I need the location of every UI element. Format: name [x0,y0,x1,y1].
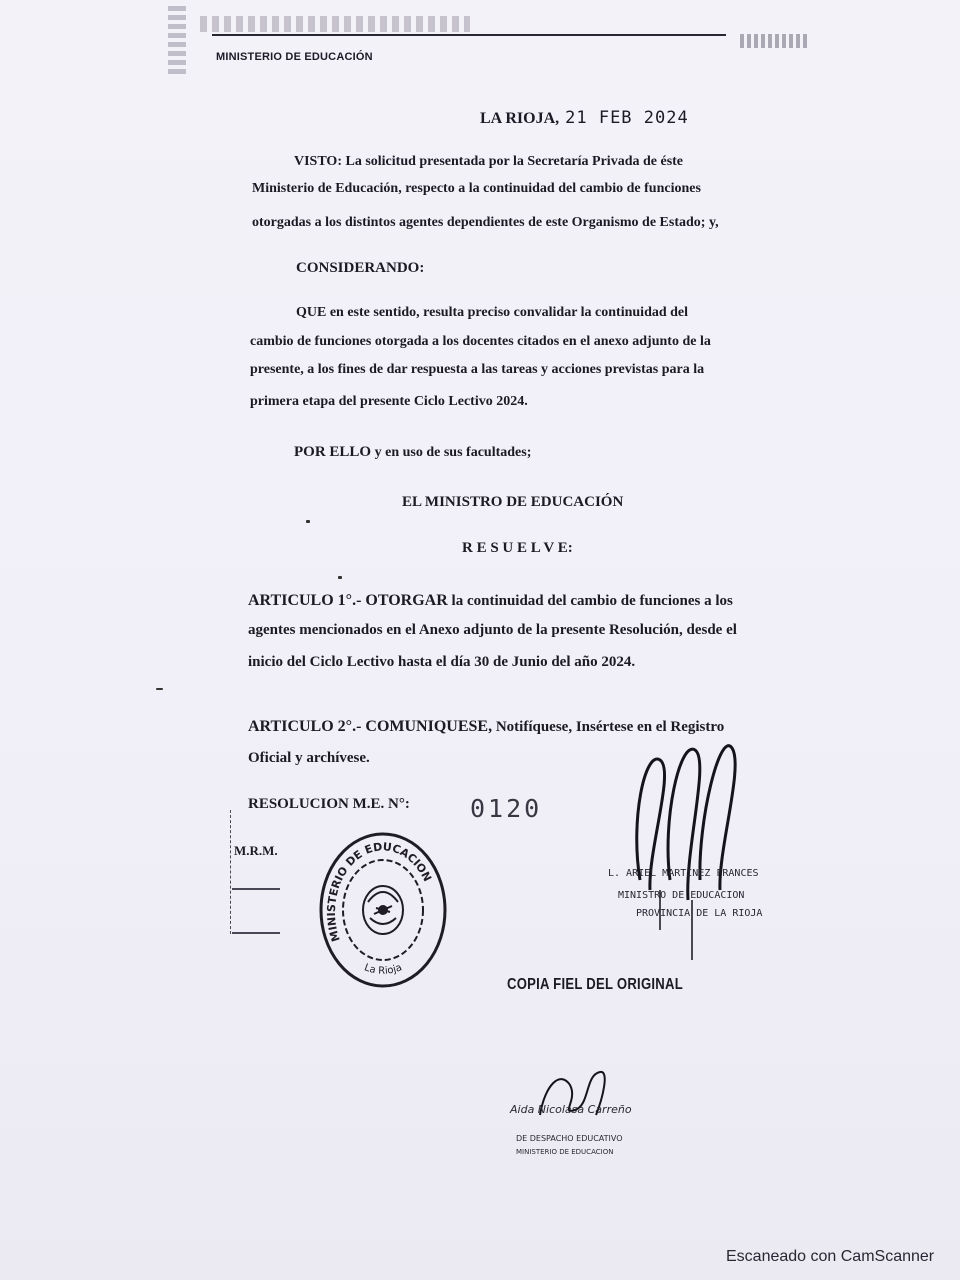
signature-title: MINISTRO DE EDUCACION [618,890,745,901]
ministry-seal [318,830,448,990]
signature-province: PROVINCIA DE LA RIOJA [636,908,763,919]
resolution-label: RESOLUCION M.E. N°: [248,796,410,812]
articulo-1-line-1 [248,592,733,610]
clerk-signature [500,1060,650,1130]
scan-speck [156,688,163,690]
resuelve-title: R E S U E L V E: [462,540,573,556]
margin-box-rule [232,932,280,934]
articulo-1-line-3: inicio del Ciclo Lectivo hasta el día 30 de Junio del año 2024. [248,654,636,670]
que-label: QUE [296,305,327,320]
minister-signature [600,730,780,970]
articulo-2-text: Notifíquese, Insértese en el Registro [495,719,725,735]
considerando-text: en este sentido, resulta preciso convalidar la continuidad del [329,305,689,320]
por-ello-label: POR ELLO [294,444,372,460]
visto-text: La solicitud presentada por la Secretaría Privada de éste [345,154,684,169]
visto-line-2: Ministerio de Educación, respecto a la continuidad del cambio de funciones [252,181,701,196]
date-place: LA RIOJA, [480,110,560,127]
articulo-2-line-2: Oficial y archívese. [248,750,370,766]
considerando-line-4: primera etapa del presente Ciclo Lectivo 2024. [250,394,528,409]
visto-line-3: otorgadas a los distintos agentes dependientes de este Organismo de Estado; y, [252,215,719,230]
articulo-1-label: ARTICULO 1°.- OTORGAR [248,592,448,609]
considerando-line-3: presente, a los fines de dar respuesta a las tareas y acciones previstas para la [250,362,705,377]
coat-of-arms-icon [363,886,403,934]
scan-speck [306,520,310,523]
scan-speck [338,576,342,579]
articulo-2-label: ARTICULO 2°.- COMUNIQUESE, [248,718,493,735]
date-stamp: 21 FEB 2024 [565,108,689,128]
margin-box-rule [232,888,280,890]
document-date [480,108,689,128]
por-ello-line [294,444,531,461]
letterhead-ministry: MINISTERIO DE EDUCACIÓN [216,51,373,63]
seal-bottom-text [363,962,404,977]
visto-label: VISTO: [294,154,342,169]
letterhead-rule [212,34,726,36]
considerando-title: CONSIDERANDO: [296,260,425,276]
clerk-ministry: MINISTERIO DE EDUCACION [516,1148,614,1156]
articulo-1-line-2: agentes mencionados en el Anexo adjunto de la presente Resolución, desde el [248,622,737,638]
considerando-line-2: cambio de funciones otorgada a los docentes citados en el anexo adjunto de la [250,334,711,349]
signature-name: L. ARIEL MARTINEZ FRANCES [608,868,759,879]
resolution-number: 0120 [470,794,543,823]
certified-copy-stamp: COPIA FIEL DEL ORIGINAL [507,976,683,993]
scanner-watermark: Escaneado con CamScanner [726,1248,935,1265]
letterhead-faded [200,16,470,32]
considerando-line-1 [296,305,688,321]
por-ello-text: y en uso de sus facultades; [374,445,532,460]
minister-title: EL MINISTRO DE EDUCACIÓN [402,494,624,510]
resolution-initials: M.R.M. [234,843,278,858]
scan-artifact [168,6,186,74]
clerk-office: DE DESPACHO EDUCATIVO [516,1134,623,1143]
seal-bottom-textpath: La Rioja [362,962,404,977]
articulo-1-text: la continuidad del cambio de funciones a los [451,593,733,609]
clerk-name: Aida Nicolasa Carreño [510,1103,632,1116]
seal-top-textpath: MINISTERIO DE EDUCACION [324,840,435,944]
scan-artifact-corner [740,34,808,48]
margin-box [230,810,281,934]
visto-line-1 [294,154,683,170]
